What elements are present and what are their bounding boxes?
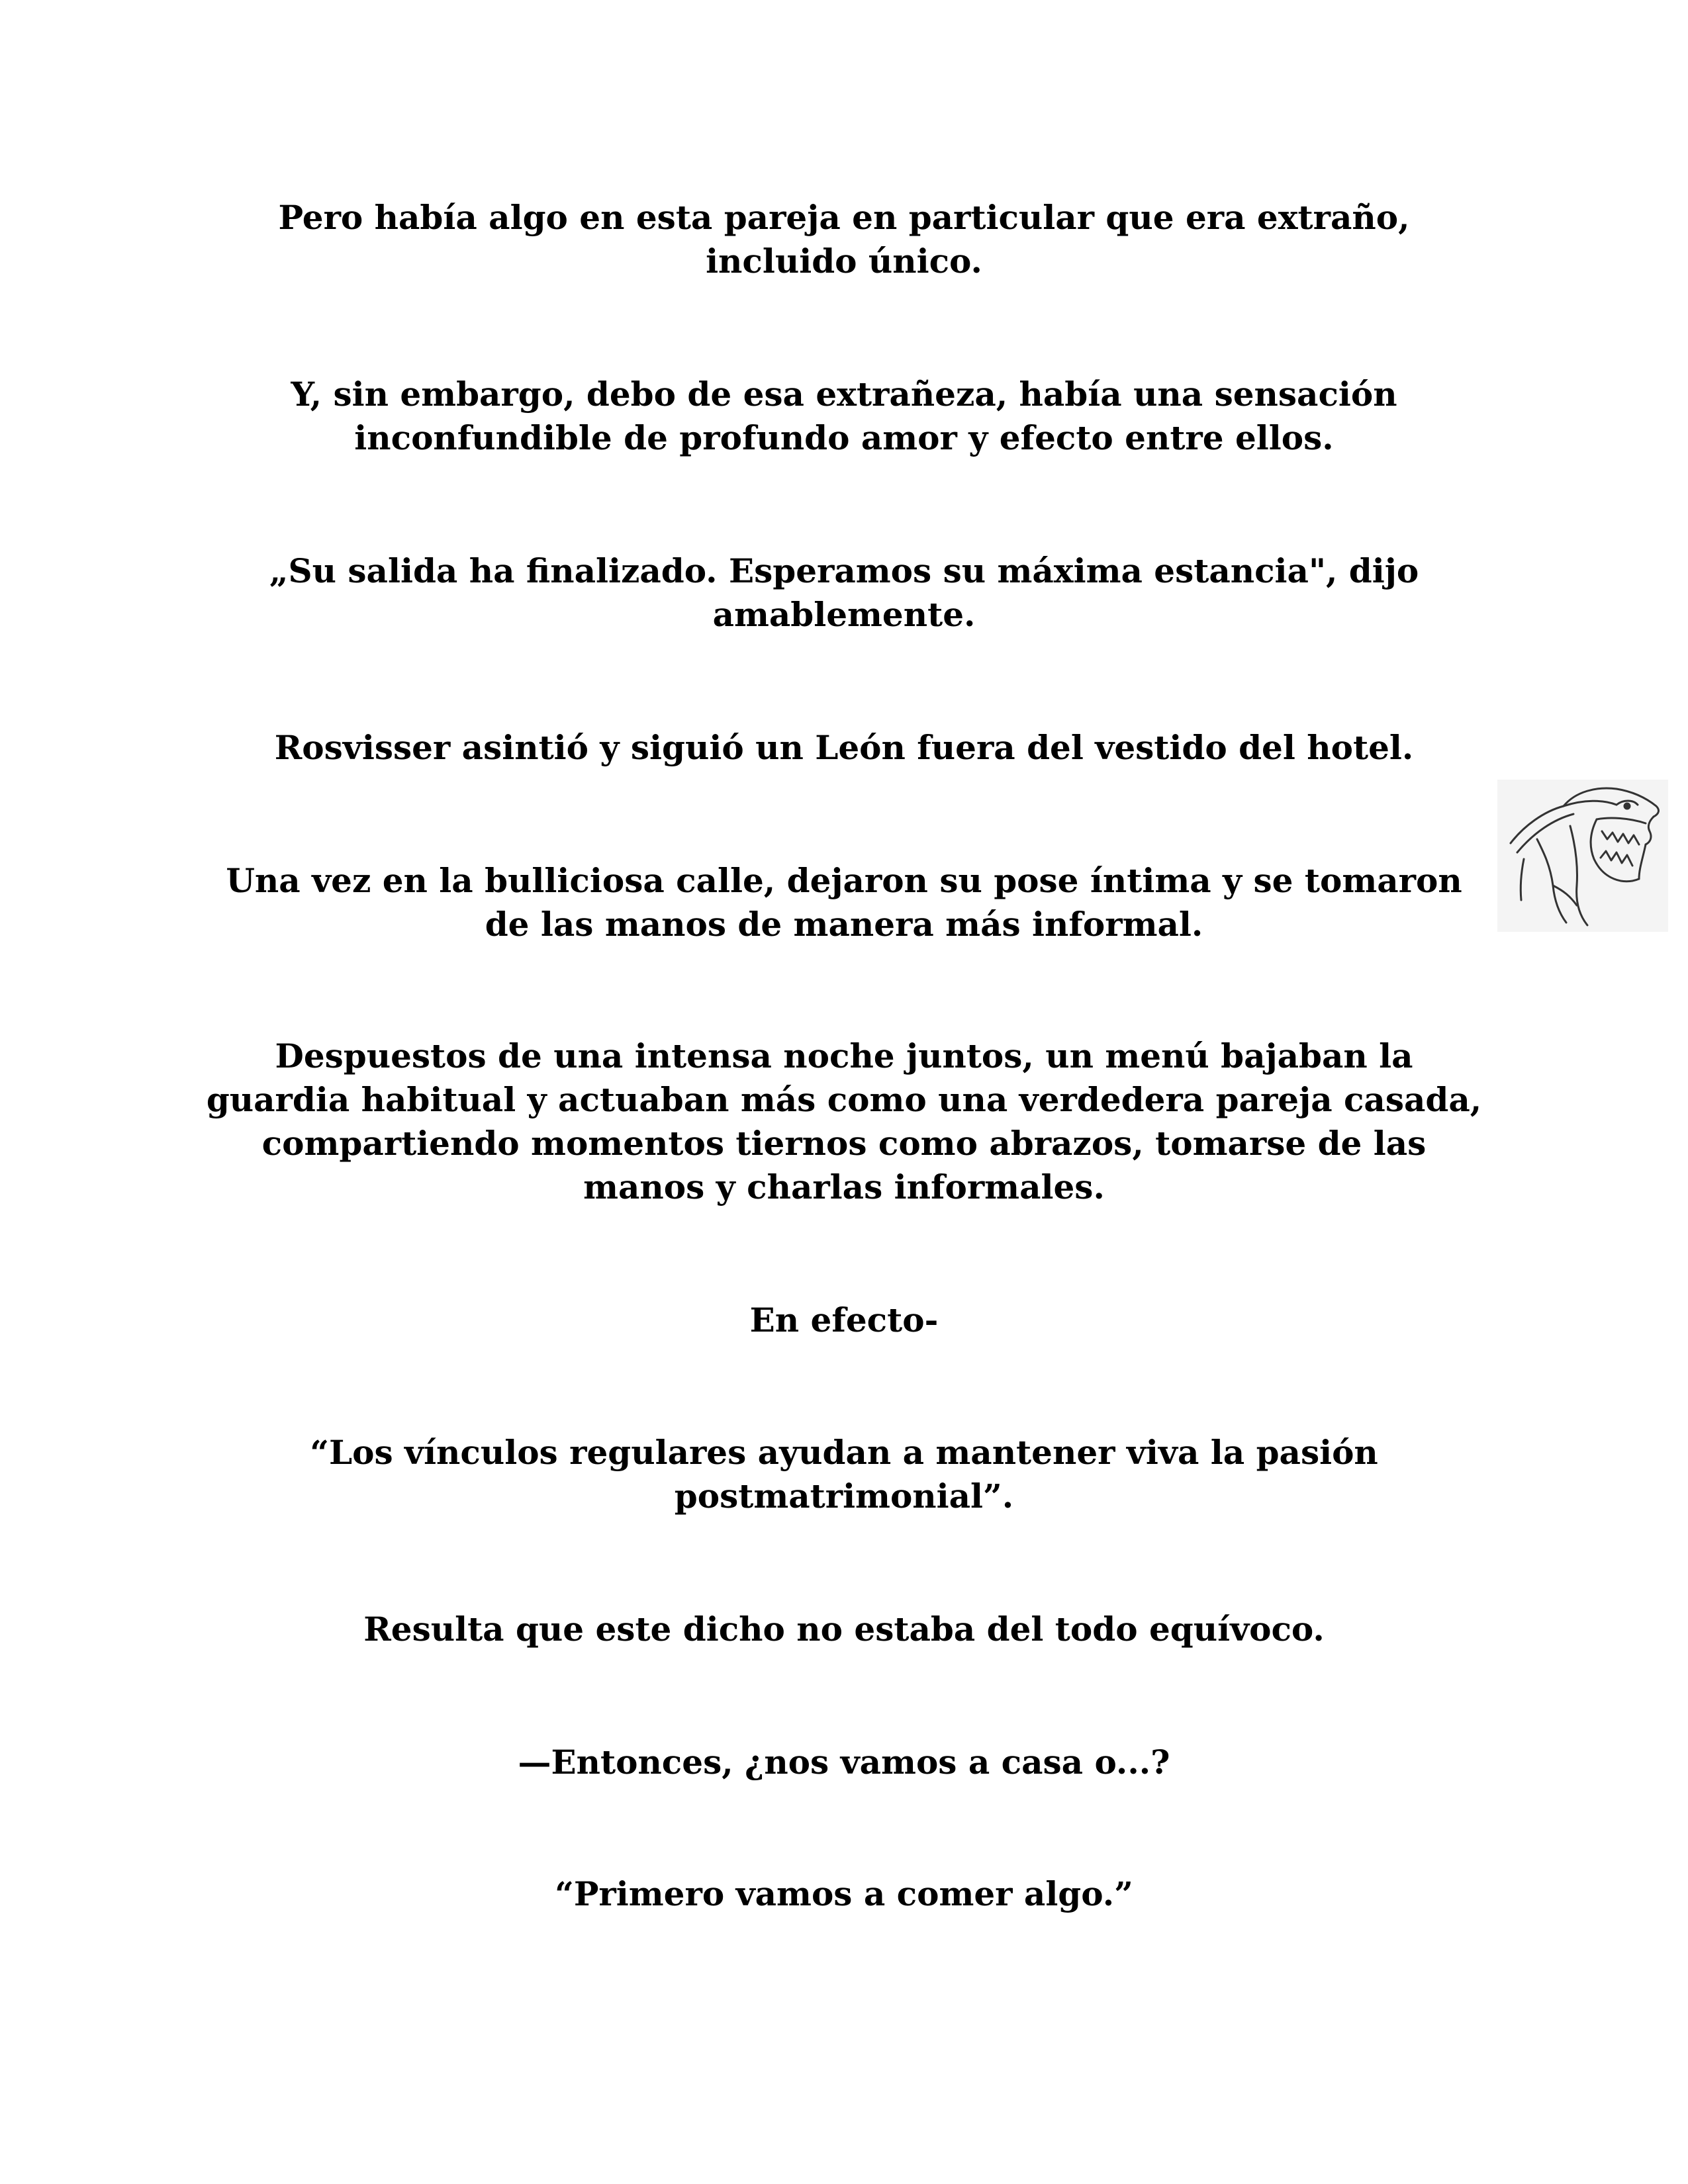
- paragraph-6: Despuestos de una intensa noche juntos, un menú bajaban la guardia habitual y actuaban más como una verdedera pareja casada, compartiendo momentos tiernos como abrazos, tomarse de las manos y charlas informales.: [206, 1036, 1482, 1206]
- paragraph-7: En efecto-: [749, 1300, 939, 1340]
- paragraph-11: “Primero vamos a comer algo.”: [555, 1874, 1133, 1913]
- paragraph-2: Y, sin embargo, debo de esa extrañeza, había una sensación inconfundible de profundo amor y efecto entre ellos.: [291, 375, 1397, 457]
- paragraph-10: —Entonces, ¿nos vamos a casa o...?: [518, 1743, 1170, 1782]
- paragraph-4: Rosvisser asintió y siguió un León fuera del vestido del hotel.: [274, 728, 1414, 767]
- paragraph-1: Pero había algo en esta pareja en particular que era extraño, incluido único.: [278, 198, 1410, 281]
- paragraph-8: “Los vínculos regulares ayudan a mantener viva la pasión postmatrimonial”.: [310, 1433, 1378, 1516]
- paragraph-3: „Su salida ha finalizado. Esperamos su máxima estancia", dijo amablemente.: [269, 551, 1419, 634]
- dinosaur-head-icon: [1497, 780, 1668, 932]
- paragraph-9: Resulta que este dicho no estaba del todo equívoco.: [363, 1610, 1325, 1649]
- paragraph-5: Una vez en la bulliciosa calle, dejaron su pose íntima y se tomaron de las manos de manera más informal.: [226, 861, 1462, 944]
